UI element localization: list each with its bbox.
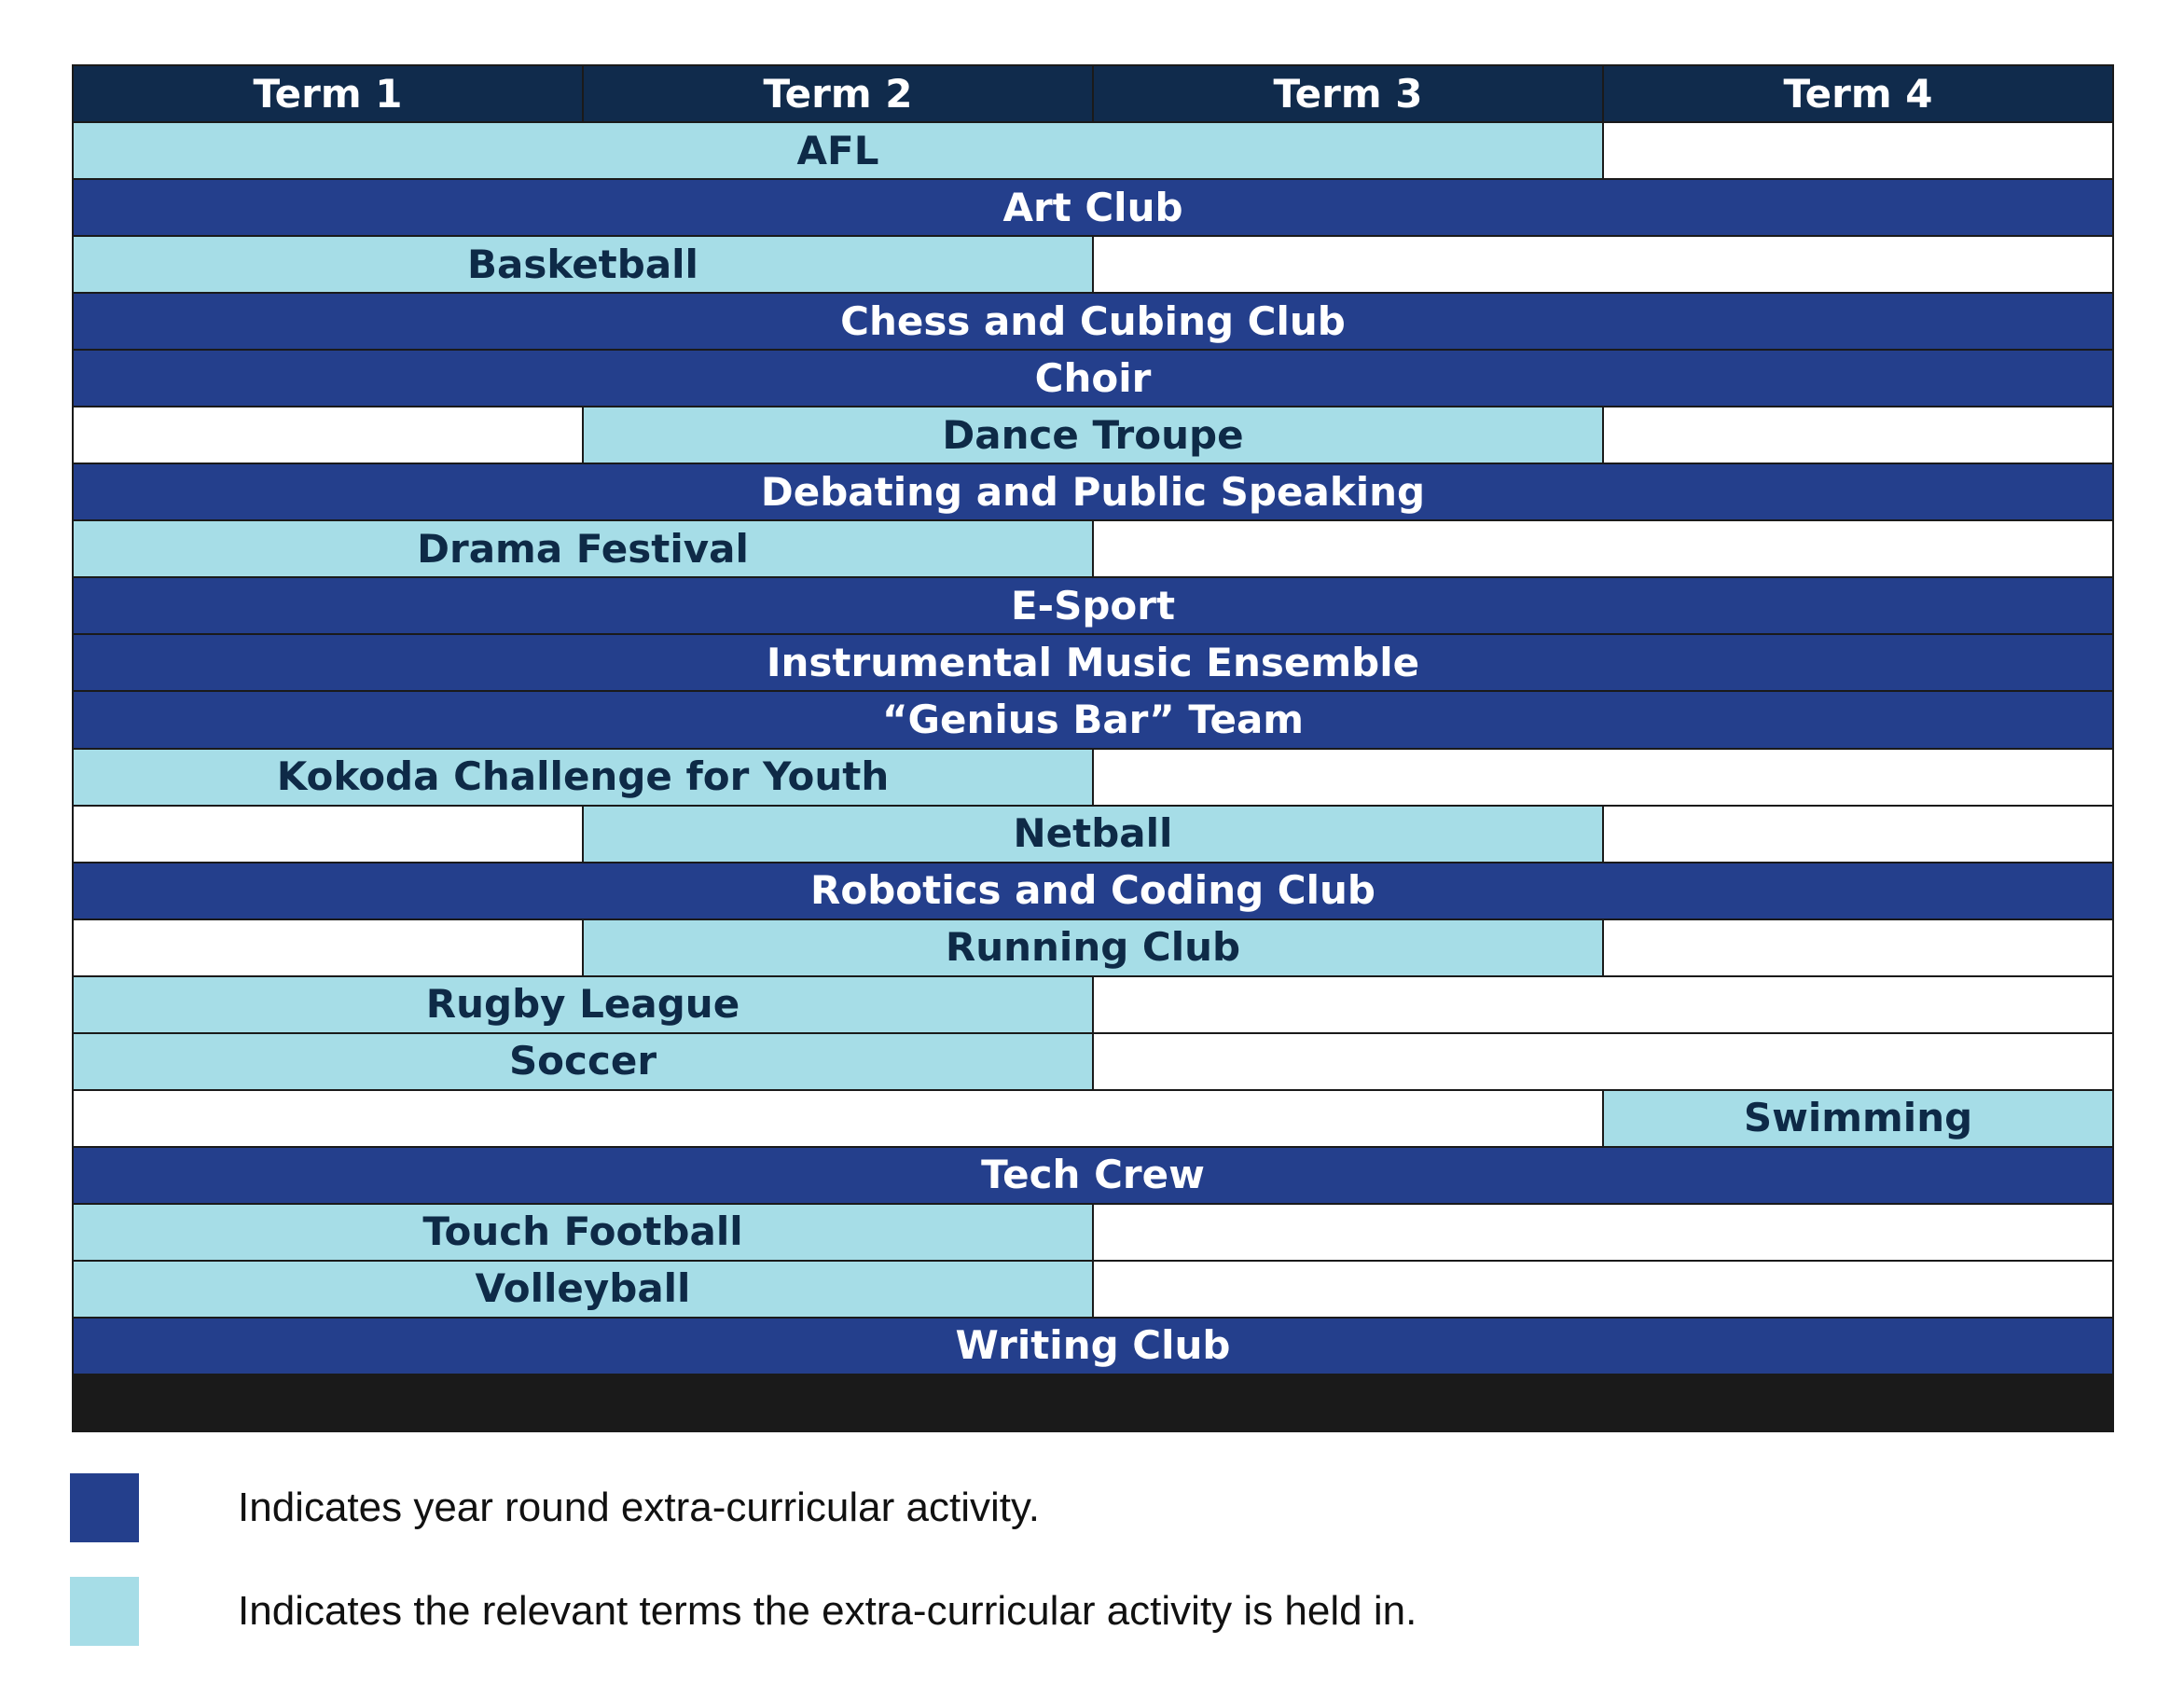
empty-cell bbox=[74, 1091, 1602, 1146]
empty-cell bbox=[1604, 123, 2112, 178]
activity-netball: Netball bbox=[584, 807, 1602, 862]
legend-text-term: Indicates the relevant terms the extra-curricular activity is held in. bbox=[238, 1588, 1417, 1634]
activity-swimming: Swimming bbox=[1604, 1091, 2112, 1146]
empty-cell bbox=[1094, 750, 2112, 805]
header-term-2: Term 2 bbox=[584, 66, 1092, 121]
empty-cell bbox=[1604, 807, 2112, 862]
activity-art-club: Art Club bbox=[74, 180, 2112, 235]
empty-cell bbox=[74, 807, 582, 862]
activity-writing-club: Writing Club bbox=[74, 1319, 2112, 1374]
empty-cell bbox=[1604, 920, 2112, 975]
activity-drama-festival: Drama Festival bbox=[74, 521, 1092, 576]
activity-volleyball: Volleyball bbox=[74, 1262, 1092, 1317]
empty-cell bbox=[1094, 1205, 2112, 1260]
empty-cell bbox=[74, 407, 582, 463]
activity-soccer: Soccer bbox=[74, 1034, 1092, 1089]
activity-running-club: Running Club bbox=[584, 920, 1602, 975]
activity-chess-and-cubing-club: Chess and Cubing Club bbox=[74, 294, 2112, 349]
activity-dance-troupe: Dance Troupe bbox=[584, 407, 1602, 463]
legend-swatch-dark bbox=[70, 1473, 139, 1542]
activity-touch-football: Touch Football bbox=[74, 1205, 1092, 1260]
activity-genius-bar-team: “Genius Bar” Team bbox=[74, 692, 2112, 747]
header-term-1: Term 1 bbox=[74, 66, 582, 121]
legend-swatch-light bbox=[70, 1577, 139, 1646]
empty-cell bbox=[1094, 521, 2112, 576]
activity-robotics-and-coding-club: Robotics and Coding Club bbox=[74, 863, 2112, 918]
activity-afl: AFL bbox=[74, 123, 1602, 178]
activity-instrumental-music-ensemble: Instrumental Music Ensemble bbox=[74, 635, 2112, 690]
legend-text-year-round: Indicates year round extra-curricular activity. bbox=[238, 1485, 1040, 1530]
empty-cell bbox=[1094, 977, 2112, 1032]
empty-cell bbox=[1094, 1262, 2112, 1317]
header-term-3: Term 3 bbox=[1094, 66, 1602, 121]
header-term-4: Term 4 bbox=[1604, 66, 2112, 121]
legend-year-round bbox=[70, 1473, 1040, 1542]
empty-cell bbox=[1604, 407, 2112, 463]
activity-e-sport: E-Sport bbox=[74, 578, 2112, 633]
activity-schedule-table bbox=[72, 64, 2114, 1432]
empty-cell bbox=[1094, 1034, 2112, 1089]
activity-basketball: Basketball bbox=[74, 237, 1092, 292]
activity-tech-crew: Tech Crew bbox=[74, 1148, 2112, 1203]
legend-term bbox=[70, 1577, 1417, 1646]
empty-cell bbox=[74, 920, 582, 975]
activity-debating-and-public-speaking: Debating and Public Speaking bbox=[74, 464, 2112, 519]
activity-choir: Choir bbox=[74, 351, 2112, 406]
activity-rugby-league: Rugby League bbox=[74, 977, 1092, 1032]
activity-kokoda-challenge-for-youth: Kokoda Challenge for Youth bbox=[74, 750, 1092, 805]
empty-cell bbox=[1094, 237, 2112, 292]
